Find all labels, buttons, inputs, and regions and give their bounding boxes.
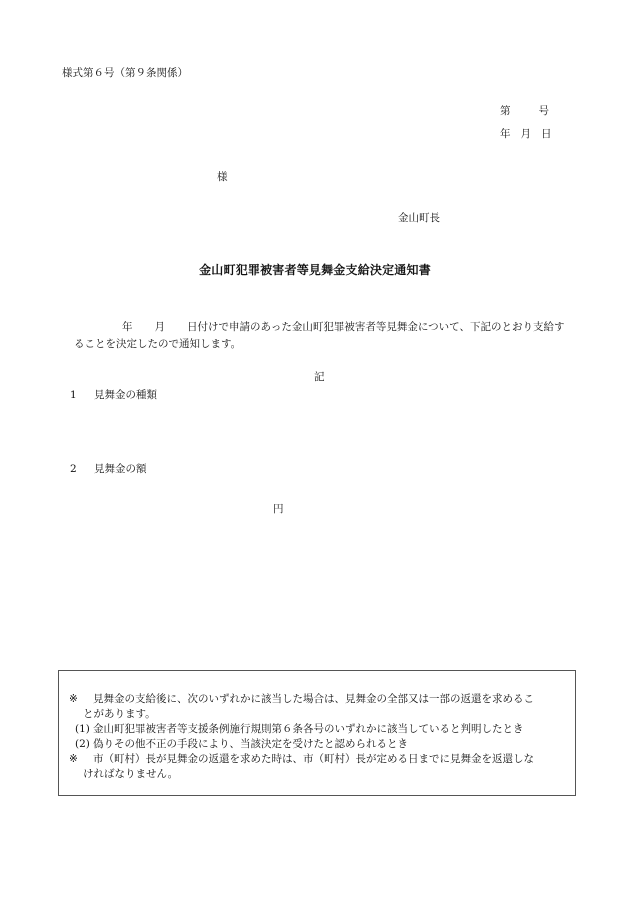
number-suffix: 号 — [538, 105, 549, 117]
date-year: 年 — [500, 128, 511, 140]
body-year: 年 — [122, 321, 133, 333]
document-date — [500, 127, 552, 141]
notice-box — [58, 670, 576, 796]
item-number: (1) — [75, 723, 90, 735]
notice-line: ※ 見舞金の支給後に、次のいずれかに該当した場合は、見舞金の全部又は一部の返還を求めるこ — [69, 693, 534, 705]
section-type — [70, 388, 157, 402]
section-number: 1 — [70, 389, 77, 401]
number-prefix: 第 — [500, 105, 511, 117]
document-title: 金山町犯罪被害者等見舞金支給決定通知書 — [199, 263, 431, 277]
notice-line: ければなりません。 — [83, 768, 179, 780]
section-label: 見舞金の額 — [94, 463, 147, 475]
section-amount — [70, 462, 147, 476]
document-number — [500, 104, 549, 118]
sender: 金山町長 — [398, 212, 440, 224]
body-text: 日付けで申請のあった金山町犯罪被害者等見舞金について、下記のとおり支給することを決定したので通知します。 — [74, 321, 565, 350]
amount-unit: 円 — [273, 503, 284, 515]
notice-line: とがあります。 — [83, 708, 156, 720]
item-number: (2) — [75, 738, 90, 750]
ki-heading: 記 — [314, 371, 325, 383]
date-day: 日 — [541, 128, 552, 140]
notice-item: (2) 偽りその他不正の手段により、当該決定を受けたと認められるとき — [75, 738, 408, 750]
body-paragraph — [74, 319, 574, 353]
addressee: 様 — [217, 171, 228, 183]
notice-item: (1) 金山町犯罪被害者等支援条例施行規則第６条各号のいずれかに該当していると判明したとき — [75, 723, 524, 735]
notice-line: ※ 市（町村）長が見舞金の返還を求めた時は、市（町村）長が定める日までに見舞金を返還しな — [69, 753, 534, 765]
notice-mark: ※ — [69, 693, 78, 705]
form-number: 様式第６号（第９条関係） — [62, 67, 188, 79]
body-month: 月 — [154, 321, 165, 333]
notice-mark: ※ — [69, 753, 78, 765]
section-label: 見舞金の種類 — [94, 389, 157, 401]
date-month: 月 — [520, 128, 531, 140]
section-number: 2 — [70, 463, 77, 475]
